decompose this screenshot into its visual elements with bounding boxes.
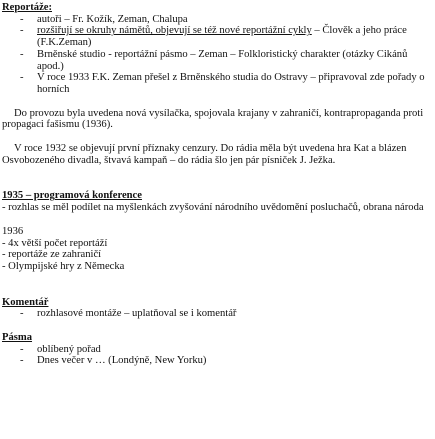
text-line: - reportáže ze zahraničí [2, 249, 102, 261]
list-item: - autoři – Fr. Kožík, Zeman, Chalupa [2, 14, 433, 26]
pasma-list [2, 344, 433, 367]
reportaze-list [2, 14, 433, 96]
underlined-text: rozšiřují se okruhy námětů, objevují se též nové reportážní cykly [37, 25, 312, 37]
komentar-list [2, 308, 433, 320]
list-item-text: – Člověk a jeho práce (F.K.Zeman) [37, 25, 407, 49]
paragraph: Do provozu byla uvedena nová vysílačka, spojovala krajany v zahraničí, kontrapropaganda proti propagaci fašismu (1936). [2, 107, 424, 131]
list-item: - Brněnské studio - reportážní pásmo – Zeman – Folkloristický charakter (otázky Cikánů apod.) [2, 49, 433, 72]
text-line: - 4x větší počet reportáží [2, 237, 108, 249]
paragraph: V roce 1932 se objevují první příznaky cenzury. Do rádia měla být uvedena hra Kat a blázen Osvobozeného divadla, štvavá kampaň – do rádia šlo jen pár písniček J. Ježka. [2, 143, 407, 166]
list-item: - oblíbený pořad [2, 344, 433, 356]
list-item: - Dnes večer v … (Londýně, New Yorku) [2, 355, 433, 367]
section-heading-reportaze: Reportáže: [2, 2, 52, 13]
list-item [2, 25, 433, 48]
document-page [2, 2, 433, 367]
text-line: - Olympijské hry z Německa [2, 260, 125, 272]
section-heading-konference: 1935 – programová konference [2, 190, 142, 202]
section-heading-pasma: Pásma [2, 332, 33, 344]
list-item: - V roce 1933 F.K. Zeman přešel z Brněnského studia do Ostravy – připravoval zde pořady o horních [2, 72, 433, 95]
list-item: - rozhlasové montáže – uplatňoval se i komentář [2, 308, 433, 320]
text-line: - rozhlas se měl podílet na myšlenkách zvyšování národního uvědomění posluchačů, obrana národa [2, 202, 424, 214]
section-heading-1936: 1936 [2, 225, 24, 237]
section-heading-komentar: Komentář [2, 296, 49, 308]
